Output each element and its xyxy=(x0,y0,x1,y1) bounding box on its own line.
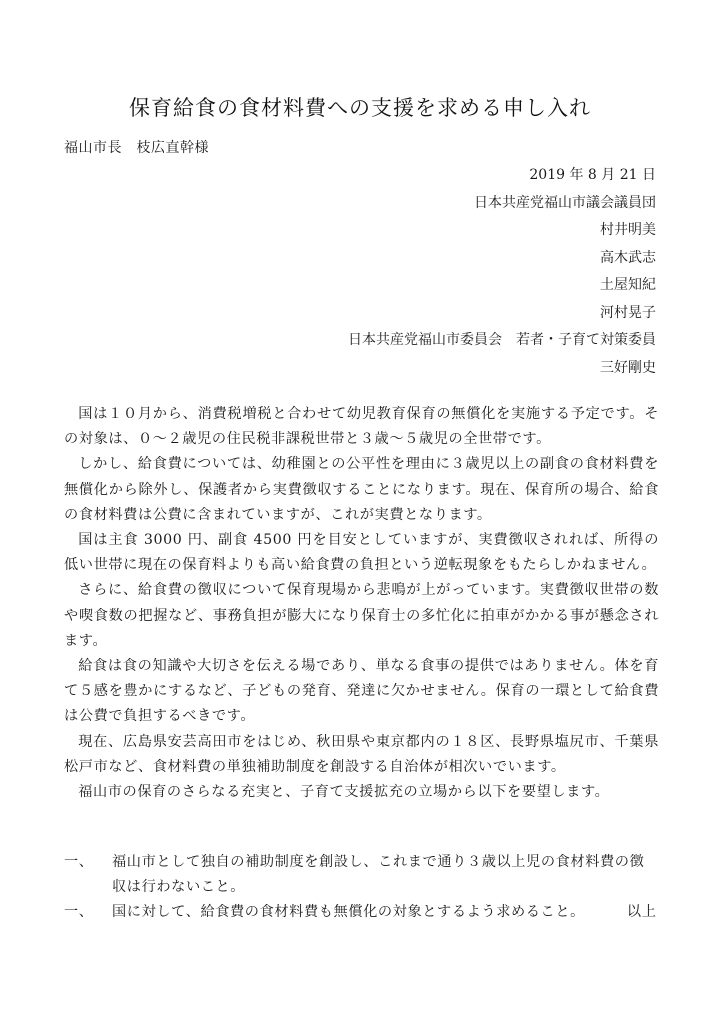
paragraph: 国は１０月から、消費税増税と合わせて幼児教育保育の無償化を実施する予定です。その対象は、０～２歳児の住民税非課税世帯と３歳～５歳児の全世帯です。 xyxy=(64,406,659,448)
sender-block xyxy=(348,162,656,382)
request-item xyxy=(64,850,659,900)
paragraph: 国は主食 3000 円、副食 4500 円を目安としていますが、実費徴収されれば、所得の低い世帯に現在の保育料よりも高い給食費の負担という逆転現象をもたらしかねません。 xyxy=(64,532,659,574)
paragraph: 給食は食の知識や大切さを伝える場であり、単なる食事の提供ではありません。体を育て５感を豊かにするなど、子どもの発育、発達に欠かせません。保育の一環として給食費は公費で負担するべきです。 xyxy=(64,658,659,725)
sender-name: 高木武志 xyxy=(600,249,656,266)
request-text: 福山市として独自の補助制度を創設し、これまで通り３歳以上児の食材料費の徴収は行わないこと。 xyxy=(112,854,645,896)
paragraph: しかし、給食費については、幼稚園との公平性を理由に３歳児以上の副食の食材料費を無償化から除外し、保護者から実費徴収することになります。現在、保育所の場合、給食の食材料費は公費に含まれていますが、これが実費となります。 xyxy=(64,456,659,523)
sender-name: 河村晃子 xyxy=(600,304,656,321)
request-mark: 一、 xyxy=(64,904,94,921)
addressee: 福山市長 枝広直幹様 xyxy=(64,140,209,156)
paragraph: 現在、広島県安芸高田市をはじめ、秋田県や東京都内の１８区、長野県塩尻市、千葉県松戸市など、食材料費の単独補助制度を創設する自治体が相次いでいます。 xyxy=(64,733,659,775)
body-text xyxy=(64,402,659,805)
sender-committee: 日本共産党福山市委員会 若者・子育て対策委員 xyxy=(348,332,656,348)
request-text-content: 国に対して、給食費の食材料費も無償化の対象とするよう求めること。 xyxy=(112,904,585,921)
closing-word: 以上 xyxy=(626,904,657,921)
document-title: 保育給食の食材料費への支援を求める申し入れ xyxy=(129,96,591,120)
date: 2019 年 8 月 21 日 xyxy=(529,167,656,183)
request-item xyxy=(64,900,659,925)
paragraph: 福山市の保育のさらなる充実と、子育て支援拡充の立場から以下を要望します。 xyxy=(78,784,610,801)
request-list xyxy=(64,850,659,926)
request-text xyxy=(112,900,659,925)
sender-name: 村井明美 xyxy=(600,222,656,238)
sender-organization: 日本共産党福山市議会議員団 xyxy=(474,194,656,211)
sender-name: 三好剛史 xyxy=(600,359,656,376)
paragraph: さらに、給食費の徴収について保育現場から悲鳴が上がっています。実費徴収世帯の数や喫食数の把握など、事務負担が膨大になり保育士の多忙化に拍車がかかる事が懸念されます。 xyxy=(64,582,659,649)
request-mark: 一、 xyxy=(64,854,94,870)
sender-name: 土屋知紀 xyxy=(600,277,656,293)
